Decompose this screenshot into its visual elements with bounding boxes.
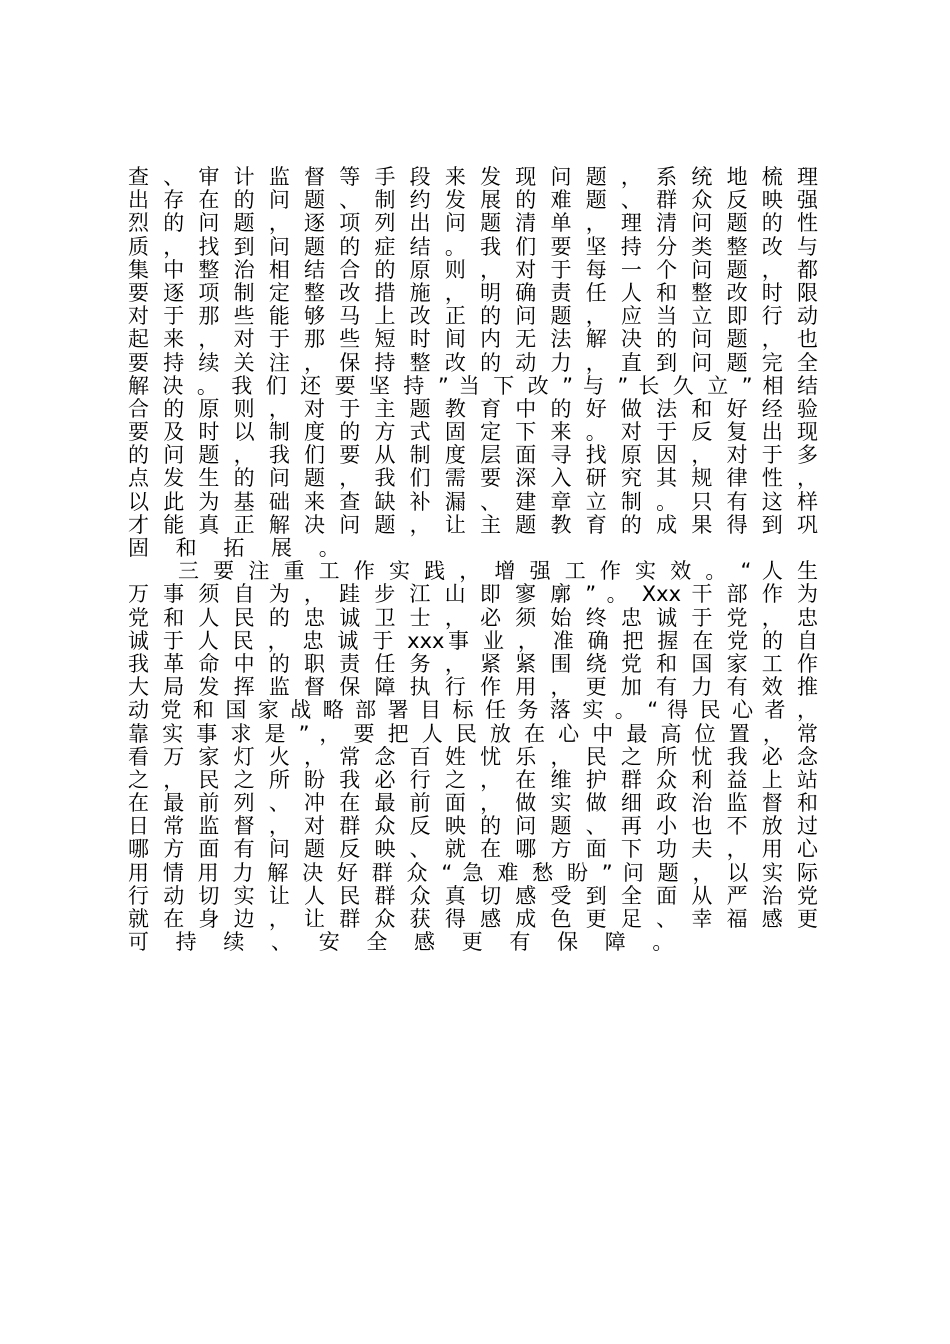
text-line: 用 情 用 力 解 决 好 群 众 “ 急 难 愁 盼 ” 问 题 ， 以 实 际 — [128, 860, 818, 885]
text-line: 在 最 前 列 、 冲 在 最 前 面 ， 做 实 做 细 政 治 监 督 和 — [128, 791, 818, 816]
text-line: 集 中 整 治 相 结 合 的 原 则 ， 对 于 每 一 个 问 题 ， 都 — [128, 257, 818, 282]
text-line: 要 逐 项 制 定 整 改 措 施 ， 明 确 责 任 人 和 整 改 时 限 — [128, 280, 818, 305]
text-line: 出 存 在 的 问 题 、 制 约 发 展 的 难 题 、 群 众 反 映 强 — [128, 188, 818, 213]
text-line: 合 的 原 则 ， 对 于 主 题 教 育 中 的 好 做 法 和 好 经 验 — [128, 396, 818, 421]
paragraph-end-line: 固 和 拓 展 。 — [128, 536, 350, 560]
text-line: 动 党 和 国 家 战 略 部 署 目 标 任 务 落 实 。 “ 得 民 心 者 ， — [128, 698, 818, 723]
paragraph-start-line: 三 要 注 重 工 作 实 践 ， 增 强 工 作 实 效 。 “ 人 生 — [178, 559, 818, 584]
text-line: 行 动 切 实 让 人 民 群 众 真 切 感 受 到 全 面 从 严 治 党 — [128, 883, 818, 908]
text-line: 哪 方 面 有 问 题 反 映 、 就 在 哪 方 面 下 功 夫 ， 用 心 — [128, 837, 818, 862]
text-line: 才 能 真 正 解 决 问 题 ， 让 主 题 教 育 的 成 果 得 到 巩 — [128, 512, 818, 537]
text-line: 要 持 续 关 注 ， 保 持 整 改 的 动 力 ， 直 到 问 题 完 全 — [128, 350, 818, 375]
text-line: 靠 实 事 求 是 ” ， 要 把 人 民 放 在 心 中 最 高 位 置 ， 常 — [128, 721, 818, 746]
text-line: 对 于 那 些 能 够 马 上 改 正 的 问 题 ， 应 当 立 即 行 动 — [128, 304, 818, 329]
text-line: 烈 的 问 题 ， 逐 项 列 出 问 题 清 单 ， 理 清 问 题 的 性 — [128, 211, 818, 236]
text-line: 要 及 时 以 制 度 的 方 式 固 定 下 来 。 对 于 反 复 出 现 — [128, 420, 818, 445]
text-line: 之 ， 民 之 所 盼 我 必 行 之 ， 在 维 护 群 众 利 益 上 站 — [128, 767, 818, 792]
text-line: 党 和 人 民 的 忠 诚 卫 士 ， 必 须 始 终 忠 诚 于 党 ， 忠 — [128, 605, 818, 630]
text-line: 诚 于 人 民 ， 忠 诚 于 xxx事 业 ， 准 确 把 握 在 党 的 自 — [128, 628, 818, 653]
text-line: 查 、 审 计 监 督 等 手 段 来 发 现 问 题 ， 系 统 地 梳 理 — [128, 165, 818, 189]
text-line: 的 问 题 ， 我 们 要 从 制 度 层 面 寻 找 原 因 ， 对 于 多 — [128, 443, 818, 468]
text-line: 日 常 监 督 ， 对 群 众 反 映 的 问 题 、 再 小 也 不 放 过 — [128, 814, 818, 839]
text-line: 看 万 家 灯 火 ， 常 念 百 姓 忧 乐 ， 民 之 所 忧 我 必 念 — [128, 744, 818, 769]
text-line: 我 革 命 中 的 职 责 任 务 ， 紧 紧 围 绕 党 和 国 家 工 作 — [128, 651, 818, 676]
text-line: 解 决 。 我 们 还 要 坚 持 ” 当 下 改 ” 与 ” 长 久 立 ” 相 结 — [128, 373, 818, 398]
text-line: 点 发 生 的 问 题 ， 我 们 需 要 深 入 研 究 其 规 律 性 ， — [128, 466, 818, 491]
text-line: 大 局 发 挥 监 督 保 障 执 行 作 用 ， 更 加 有 力 有 效 推 — [128, 675, 818, 700]
text-line: 质 ， 找 到 问 题 的 症 结 。 我 们 要 坚 持 分 类 整 改 与 — [128, 234, 818, 259]
paragraph-end-line: 可 持 续 、 安 全 感 更 有 保 障 。 — [128, 930, 684, 955]
text-line: 万 事 须 自 为 ， 跬 步 江 山 即 寥 廓 ” 。 Xxx 干 部 作 为 — [128, 582, 818, 607]
body-text — [128, 166, 818, 954]
text-line: 以 此 为 基 础 来 查 缺 补 漏 、 建 章 立 制 。 只 有 这 样 — [128, 489, 818, 514]
text-line: 起 来 ， 对 于 那 些 短 时 间 内 无 法 解 决 的 问 题 ， 也 — [128, 327, 818, 352]
text-line: 就 在 身 边 ， 让 群 众 获 得 感 成 色 更 足 、 幸 福 感 更 — [128, 907, 818, 931]
